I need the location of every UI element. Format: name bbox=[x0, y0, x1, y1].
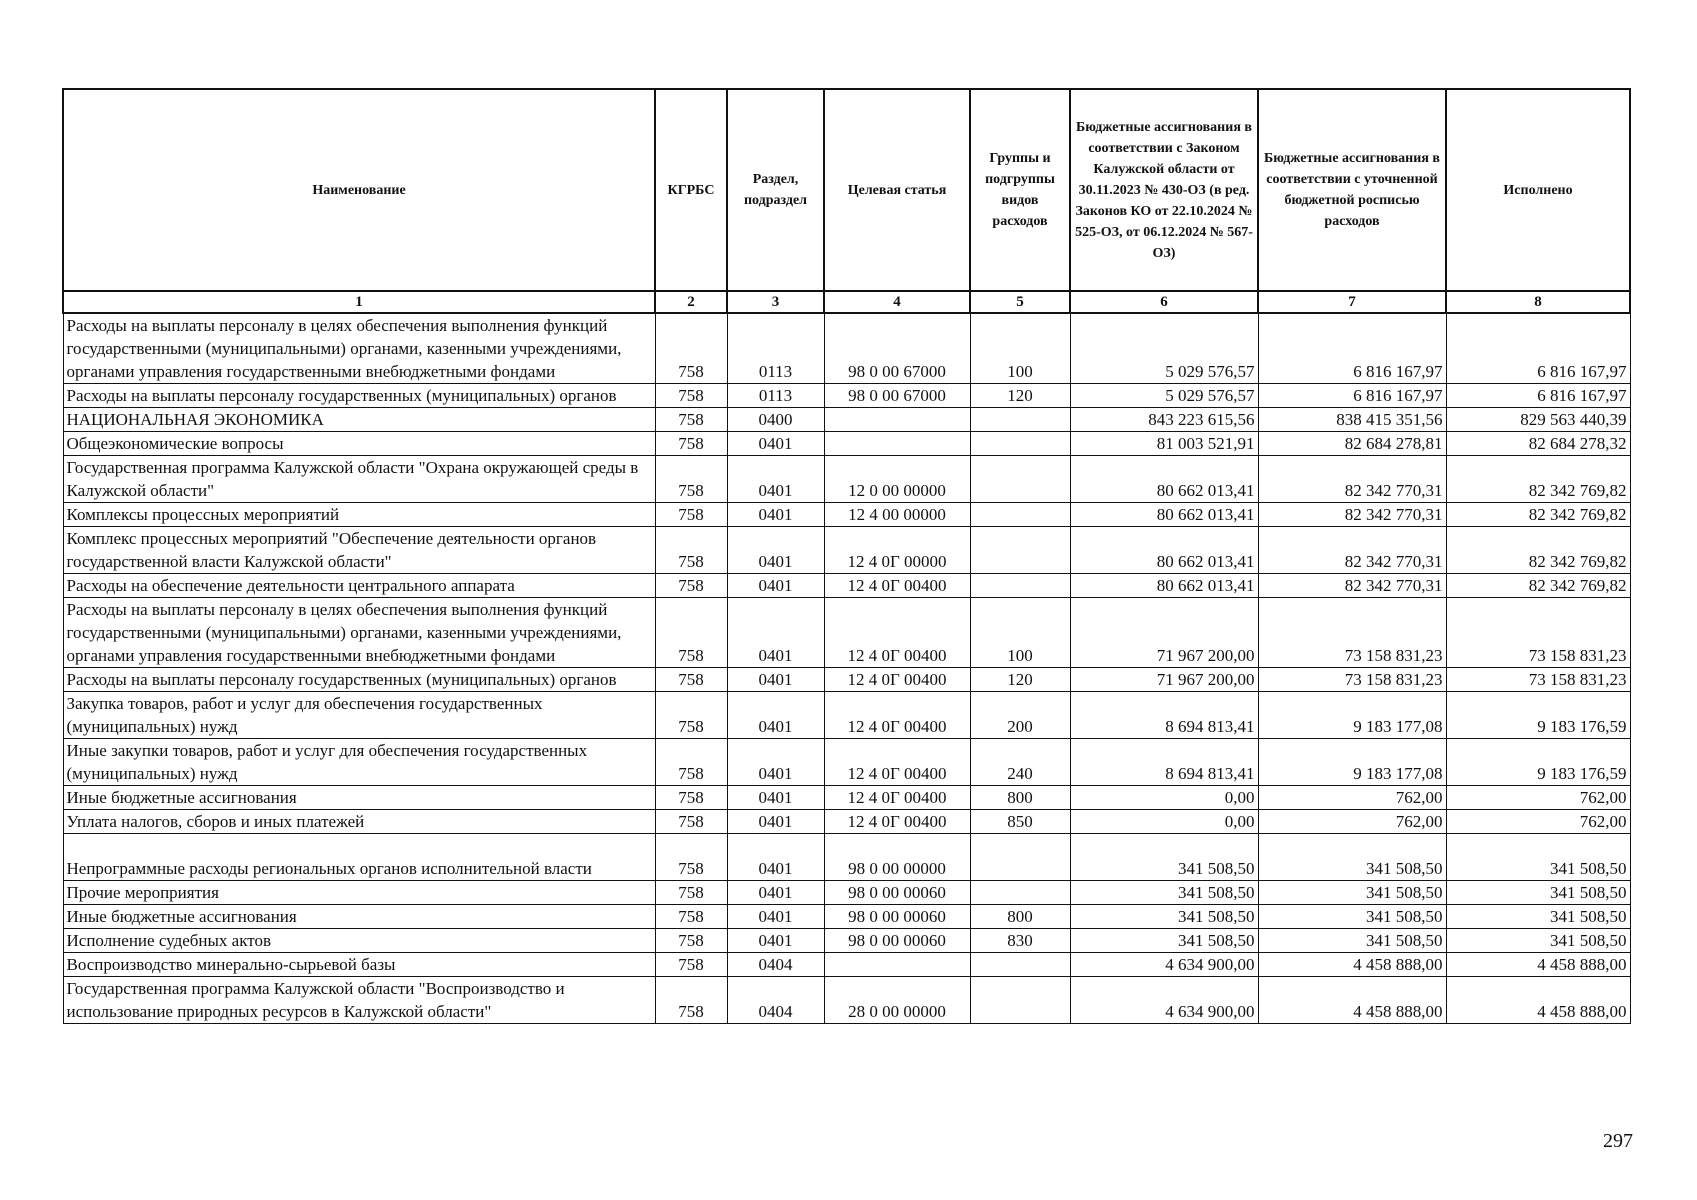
table-row bbox=[63, 503, 1630, 527]
cell-law-amount: 71 967 200,00 bbox=[1070, 668, 1258, 692]
table-row bbox=[63, 432, 1630, 456]
cell-group: 800 bbox=[970, 905, 1070, 929]
cell-group: 850 bbox=[970, 810, 1070, 834]
cell-kgrbs: 758 bbox=[655, 739, 727, 786]
cell-executed-amount: 341 508,50 bbox=[1446, 905, 1630, 929]
cell-refined-amount: 6 816 167,97 bbox=[1258, 384, 1446, 408]
table-row bbox=[63, 953, 1630, 977]
cell-section: 0401 bbox=[727, 810, 824, 834]
cell-target: 12 4 0Г 00400 bbox=[824, 739, 970, 786]
cell-executed-amount: 73 158 831,23 bbox=[1446, 668, 1630, 692]
column-number: 5 bbox=[970, 291, 1070, 313]
cell-kgrbs: 758 bbox=[655, 527, 727, 574]
cell-kgrbs: 758 bbox=[655, 977, 727, 1024]
cell-law-amount: 4 634 900,00 bbox=[1070, 953, 1258, 977]
cell-law-amount: 80 662 013,41 bbox=[1070, 456, 1258, 503]
cell-refined-amount: 73 158 831,23 bbox=[1258, 598, 1446, 668]
table-row bbox=[63, 408, 1630, 432]
cell-target: 12 4 0Г 00400 bbox=[824, 598, 970, 668]
column-number: 3 bbox=[727, 291, 824, 313]
column-number: 6 bbox=[1070, 291, 1258, 313]
cell-section: 0401 bbox=[727, 668, 824, 692]
cell-refined-amount: 82 342 770,31 bbox=[1258, 503, 1446, 527]
cell-law-amount: 341 508,50 bbox=[1070, 834, 1258, 881]
cell-section: 0401 bbox=[727, 598, 824, 668]
cell-section: 0401 bbox=[727, 739, 824, 786]
header-law: Бюджетные ассигнования в соответствии с Законом Калужской области от 30.11.2023 № 430-ОЗ (в ред. Законов КО от 22.10.2024 № 525-ОЗ, от 06.12.2024 № 567-ОЗ) bbox=[1070, 89, 1258, 291]
cell-name: Расходы на выплаты персоналу государственных (муниципальных) органов bbox=[63, 668, 655, 692]
cell-kgrbs: 758 bbox=[655, 574, 727, 598]
cell-law-amount: 341 508,50 bbox=[1070, 905, 1258, 929]
cell-executed-amount: 341 508,50 bbox=[1446, 834, 1630, 881]
cell-refined-amount: 838 415 351,56 bbox=[1258, 408, 1446, 432]
cell-group bbox=[970, 432, 1070, 456]
cell-name: НАЦИОНАЛЬНАЯ ЭКОНОМИКА bbox=[63, 408, 655, 432]
cell-law-amount: 71 967 200,00 bbox=[1070, 598, 1258, 668]
header-kgrbs: КГРБС bbox=[655, 89, 727, 291]
cell-refined-amount: 4 458 888,00 bbox=[1258, 953, 1446, 977]
column-number-row bbox=[63, 291, 1630, 313]
budget-table bbox=[62, 88, 1631, 1024]
cell-refined-amount: 341 508,50 bbox=[1258, 905, 1446, 929]
cell-target: 28 0 00 00000 bbox=[824, 977, 970, 1024]
cell-target: 98 0 00 00000 bbox=[824, 834, 970, 881]
cell-section: 0113 bbox=[727, 313, 824, 384]
cell-name: Расходы на выплаты персоналу государственных (муниципальных) органов bbox=[63, 384, 655, 408]
cell-executed-amount: 762,00 bbox=[1446, 786, 1630, 810]
header-section: Раздел, подраздел bbox=[727, 89, 824, 291]
table-row bbox=[63, 527, 1630, 574]
table-row bbox=[63, 668, 1630, 692]
table-row bbox=[63, 313, 1630, 384]
cell-name: Общеэкономические вопросы bbox=[63, 432, 655, 456]
cell-executed-amount: 82 684 278,32 bbox=[1446, 432, 1630, 456]
cell-target: 12 4 0Г 00000 bbox=[824, 527, 970, 574]
cell-refined-amount: 9 183 177,08 bbox=[1258, 692, 1446, 739]
cell-kgrbs: 758 bbox=[655, 905, 727, 929]
cell-target bbox=[824, 432, 970, 456]
cell-refined-amount: 73 158 831,23 bbox=[1258, 668, 1446, 692]
cell-group: 200 bbox=[970, 692, 1070, 739]
cell-target: 12 4 0Г 00400 bbox=[824, 810, 970, 834]
cell-executed-amount: 341 508,50 bbox=[1446, 929, 1630, 953]
cell-target: 98 0 00 00060 bbox=[824, 929, 970, 953]
cell-law-amount: 341 508,50 bbox=[1070, 881, 1258, 905]
cell-group bbox=[970, 408, 1070, 432]
table-row bbox=[63, 881, 1630, 905]
header-name: Наименование bbox=[63, 89, 655, 291]
cell-kgrbs: 758 bbox=[655, 668, 727, 692]
table-row bbox=[63, 739, 1630, 786]
cell-target bbox=[824, 408, 970, 432]
cell-law-amount: 81 003 521,91 bbox=[1070, 432, 1258, 456]
cell-target: 12 4 0Г 00400 bbox=[824, 692, 970, 739]
cell-group: 800 bbox=[970, 786, 1070, 810]
cell-executed-amount: 762,00 bbox=[1446, 810, 1630, 834]
cell-executed-amount: 82 342 769,82 bbox=[1446, 527, 1630, 574]
cell-section: 0401 bbox=[727, 574, 824, 598]
cell-refined-amount: 762,00 bbox=[1258, 786, 1446, 810]
cell-section: 0401 bbox=[727, 834, 824, 881]
table-row bbox=[63, 905, 1630, 929]
cell-group bbox=[970, 503, 1070, 527]
cell-section: 0401 bbox=[727, 786, 824, 810]
cell-law-amount: 0,00 bbox=[1070, 810, 1258, 834]
cell-refined-amount: 82 342 770,31 bbox=[1258, 456, 1446, 503]
cell-group: 100 bbox=[970, 598, 1070, 668]
cell-group: 120 bbox=[970, 668, 1070, 692]
cell-name: Иные закупки товаров, работ и услуг для обеспечения государственных (муниципальных) нужд bbox=[63, 739, 655, 786]
cell-law-amount: 8 694 813,41 bbox=[1070, 739, 1258, 786]
column-number: 7 bbox=[1258, 291, 1446, 313]
cell-kgrbs: 758 bbox=[655, 786, 727, 810]
cell-kgrbs: 758 bbox=[655, 953, 727, 977]
cell-section: 0401 bbox=[727, 929, 824, 953]
cell-section: 0401 bbox=[727, 527, 824, 574]
table-body bbox=[63, 313, 1630, 1024]
cell-refined-amount: 9 183 177,08 bbox=[1258, 739, 1446, 786]
cell-executed-amount: 82 342 769,82 bbox=[1446, 456, 1630, 503]
cell-law-amount: 80 662 013,41 bbox=[1070, 527, 1258, 574]
cell-law-amount: 5 029 576,57 bbox=[1070, 313, 1258, 384]
cell-name: Закупка товаров, работ и услуг для обеспечения государственных (муниципальных) нужд bbox=[63, 692, 655, 739]
cell-group bbox=[970, 527, 1070, 574]
column-number: 2 bbox=[655, 291, 727, 313]
cell-kgrbs: 758 bbox=[655, 929, 727, 953]
cell-target: 98 0 00 00060 bbox=[824, 905, 970, 929]
cell-section: 0401 bbox=[727, 503, 824, 527]
cell-target: 12 4 0Г 00400 bbox=[824, 786, 970, 810]
table-row bbox=[63, 834, 1630, 881]
cell-kgrbs: 758 bbox=[655, 881, 727, 905]
cell-section: 0401 bbox=[727, 905, 824, 929]
cell-executed-amount: 82 342 769,82 bbox=[1446, 503, 1630, 527]
cell-kgrbs: 758 bbox=[655, 503, 727, 527]
cell-kgrbs: 758 bbox=[655, 313, 727, 384]
cell-target: 12 4 0Г 00400 bbox=[824, 668, 970, 692]
cell-kgrbs: 758 bbox=[655, 432, 727, 456]
cell-executed-amount: 82 342 769,82 bbox=[1446, 574, 1630, 598]
cell-group: 120 bbox=[970, 384, 1070, 408]
header-group: Группы и подгруппы видов расходов bbox=[970, 89, 1070, 291]
column-number: 8 bbox=[1446, 291, 1630, 313]
cell-law-amount: 843 223 615,56 bbox=[1070, 408, 1258, 432]
cell-section: 0404 bbox=[727, 953, 824, 977]
header-refined: Бюджетные ассигнования в соответствии с уточненной бюджетной росписью расходов bbox=[1258, 89, 1446, 291]
cell-name: Комплекс процессных мероприятий "Обеспечение деятельности органов государственной власти Калужской области" bbox=[63, 527, 655, 574]
cell-refined-amount: 82 342 770,31 bbox=[1258, 574, 1446, 598]
cell-target: 12 4 0Г 00400 bbox=[824, 574, 970, 598]
cell-group: 830 bbox=[970, 929, 1070, 953]
cell-target: 98 0 00 67000 bbox=[824, 384, 970, 408]
cell-target: 98 0 00 00060 bbox=[824, 881, 970, 905]
cell-group: 240 bbox=[970, 739, 1070, 786]
cell-target bbox=[824, 953, 970, 977]
table-row bbox=[63, 692, 1630, 739]
table-row bbox=[63, 574, 1630, 598]
cell-kgrbs: 758 bbox=[655, 408, 727, 432]
cell-name: Государственная программа Калужской области "Воспроизводство и использование природных ресурсов в Калужской области" bbox=[63, 977, 655, 1024]
cell-section: 0401 bbox=[727, 432, 824, 456]
table-row bbox=[63, 929, 1630, 953]
cell-refined-amount: 341 508,50 bbox=[1258, 929, 1446, 953]
column-number: 1 bbox=[63, 291, 655, 313]
cell-kgrbs: 758 bbox=[655, 834, 727, 881]
table-row bbox=[63, 598, 1630, 668]
cell-name: Государственная программа Калужской области "Охрана окружающей среды в Калужской области" bbox=[63, 456, 655, 503]
cell-law-amount: 0,00 bbox=[1070, 786, 1258, 810]
cell-law-amount: 8 694 813,41 bbox=[1070, 692, 1258, 739]
cell-law-amount: 80 662 013,41 bbox=[1070, 503, 1258, 527]
cell-group: 100 bbox=[970, 313, 1070, 384]
cell-name: Иные бюджетные ассигнования bbox=[63, 905, 655, 929]
cell-executed-amount: 6 816 167,97 bbox=[1446, 384, 1630, 408]
cell-section: 0113 bbox=[727, 384, 824, 408]
cell-executed-amount: 4 458 888,00 bbox=[1446, 977, 1630, 1024]
cell-executed-amount: 73 158 831,23 bbox=[1446, 598, 1630, 668]
cell-executed-amount: 829 563 440,39 bbox=[1446, 408, 1630, 432]
cell-refined-amount: 4 458 888,00 bbox=[1258, 977, 1446, 1024]
cell-kgrbs: 758 bbox=[655, 456, 727, 503]
cell-executed-amount: 6 816 167,97 bbox=[1446, 313, 1630, 384]
cell-law-amount: 341 508,50 bbox=[1070, 929, 1258, 953]
column-number: 4 bbox=[824, 291, 970, 313]
cell-group bbox=[970, 834, 1070, 881]
header-row bbox=[63, 89, 1630, 291]
cell-group bbox=[970, 574, 1070, 598]
table-row bbox=[63, 786, 1630, 810]
cell-section: 0404 bbox=[727, 977, 824, 1024]
cell-name: Исполнение судебных актов bbox=[63, 929, 655, 953]
table-row bbox=[63, 384, 1630, 408]
cell-executed-amount: 341 508,50 bbox=[1446, 881, 1630, 905]
cell-refined-amount: 82 342 770,31 bbox=[1258, 527, 1446, 574]
cell-target: 98 0 00 67000 bbox=[824, 313, 970, 384]
cell-group bbox=[970, 977, 1070, 1024]
table-row bbox=[63, 810, 1630, 834]
table-row bbox=[63, 977, 1630, 1024]
header-target: Целевая статья bbox=[824, 89, 970, 291]
cell-executed-amount: 9 183 176,59 bbox=[1446, 692, 1630, 739]
cell-group bbox=[970, 456, 1070, 503]
cell-kgrbs: 758 bbox=[655, 598, 727, 668]
cell-target: 12 4 00 00000 bbox=[824, 503, 970, 527]
cell-section: 0401 bbox=[727, 881, 824, 905]
cell-name: Воспроизводство минерально-сырьевой базы bbox=[63, 953, 655, 977]
cell-name: Уплата налогов, сборов и иных платежей bbox=[63, 810, 655, 834]
cell-kgrbs: 758 bbox=[655, 692, 727, 739]
cell-executed-amount: 9 183 176,59 bbox=[1446, 739, 1630, 786]
header-executed: Исполнено bbox=[1446, 89, 1630, 291]
cell-name: Расходы на выплаты персоналу в целях обеспечения выполнения функций государственными (муниципальными) органами, казенными учреждениями, органами управления государственными внебюджетными фондами bbox=[63, 313, 655, 384]
cell-law-amount: 4 634 900,00 bbox=[1070, 977, 1258, 1024]
cell-refined-amount: 82 684 278,81 bbox=[1258, 432, 1446, 456]
table-row bbox=[63, 456, 1630, 503]
cell-name: Расходы на обеспечение деятельности центрального аппарата bbox=[63, 574, 655, 598]
page-number: 297 bbox=[1603, 1130, 1633, 1152]
cell-refined-amount: 341 508,50 bbox=[1258, 834, 1446, 881]
cell-name: Иные бюджетные ассигнования bbox=[63, 786, 655, 810]
cell-refined-amount: 341 508,50 bbox=[1258, 881, 1446, 905]
cell-law-amount: 5 029 576,57 bbox=[1070, 384, 1258, 408]
cell-target: 12 0 00 00000 bbox=[824, 456, 970, 503]
cell-executed-amount: 4 458 888,00 bbox=[1446, 953, 1630, 977]
cell-law-amount: 80 662 013,41 bbox=[1070, 574, 1258, 598]
cell-name: Непрограммные расходы региональных органов исполнительной власти bbox=[63, 834, 655, 881]
cell-name: Прочие мероприятия bbox=[63, 881, 655, 905]
cell-kgrbs: 758 bbox=[655, 384, 727, 408]
cell-section: 0401 bbox=[727, 456, 824, 503]
cell-refined-amount: 762,00 bbox=[1258, 810, 1446, 834]
cell-section: 0400 bbox=[727, 408, 824, 432]
cell-group bbox=[970, 953, 1070, 977]
cell-group bbox=[970, 881, 1070, 905]
cell-refined-amount: 6 816 167,97 bbox=[1258, 313, 1446, 384]
cell-name: Расходы на выплаты персоналу в целях обеспечения выполнения функций государственными (муниципальными) органами, казенными учреждениями, органами управления государственными внебюджетными фондами bbox=[63, 598, 655, 668]
cell-kgrbs: 758 bbox=[655, 810, 727, 834]
cell-section: 0401 bbox=[727, 692, 824, 739]
cell-name: Комплексы процессных мероприятий bbox=[63, 503, 655, 527]
